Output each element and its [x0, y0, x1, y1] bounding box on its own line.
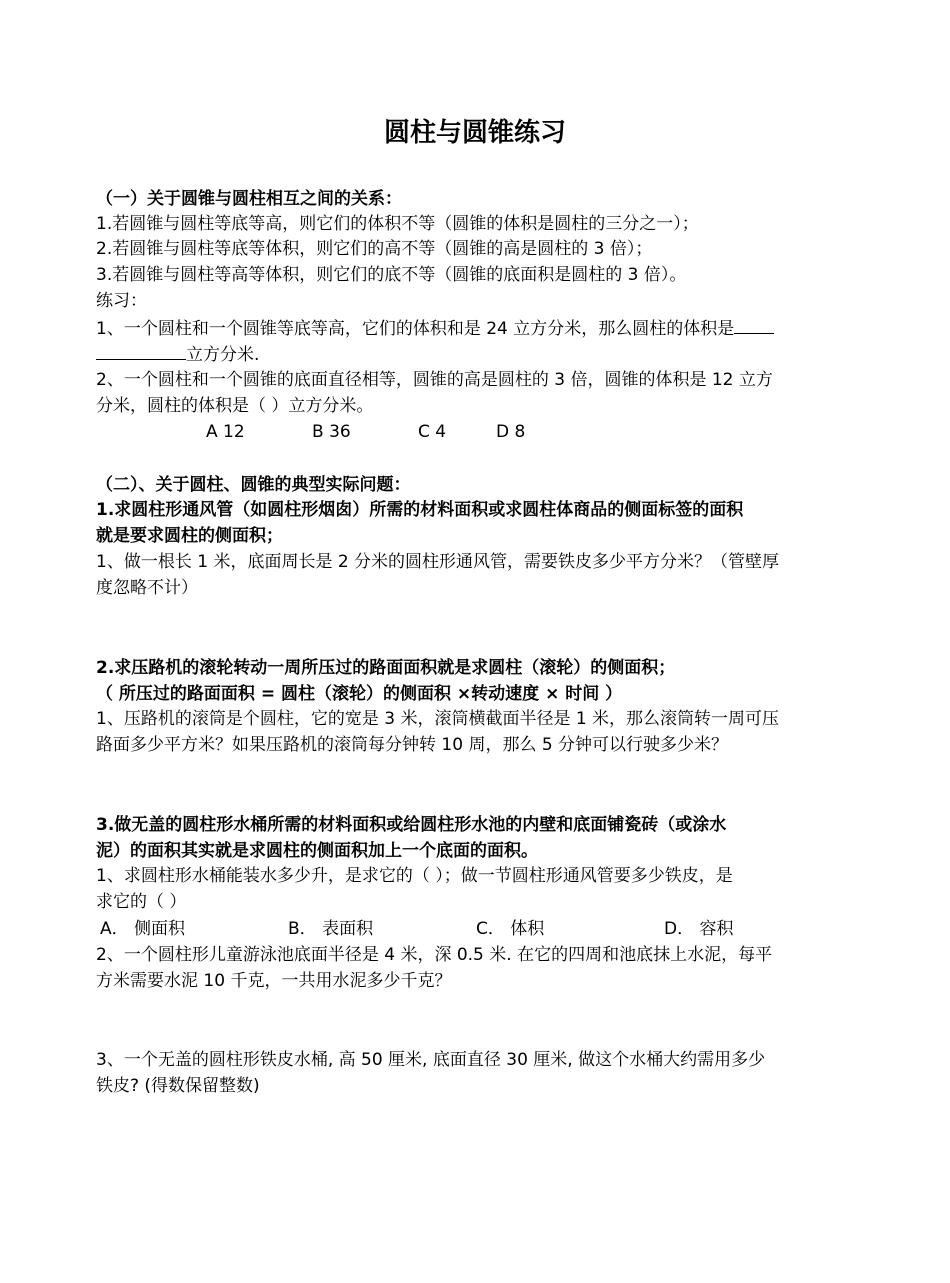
section1-heading: （一）关于圆锥与圆柱相互之间的关系：: [96, 189, 402, 209]
topic3-q3-line2: 铁皮? (得数保留整数): [96, 1076, 260, 1096]
topic3-q2-line1: 2、一个圆柱形儿童游泳池底面半径是 4 米，深 0.5 米. 在它的四周和池底抹上水泥，每平: [96, 945, 773, 965]
topic2-line2: （ 所压过的路面面积 = 圆柱（滚轮）的侧面积 ×转动速度 × 时间 ）: [96, 684, 623, 704]
option-d: D 8: [496, 422, 526, 442]
topic2-line1: 2.求压路机的滚轮转动一周所压过的路面面积就是求圆柱（滚轮）的侧面积；: [96, 658, 676, 678]
topic3-line2: 泥）的面积其实就是求圆柱的侧面积加上一个底面的面积。: [96, 841, 538, 861]
option-a: A 12: [206, 422, 245, 442]
topic3-q3-line1: 3、一个无盖的圆柱形铁皮水桶, 高 50 厘米, 底面直径 30 厘米, 做这个水桶大约需用多少: [96, 1050, 766, 1070]
topic3-q1-line2: 求它的（ ）: [96, 892, 187, 912]
topic2-question-line2: 路面多少平方米？如果压路机的滚筒每分钟转 10 周，那么 5 分钟可以行驶多少米？: [96, 735, 729, 755]
topic1-question-line2: 度忽略不计）: [96, 578, 198, 598]
option-c: C 4: [418, 422, 447, 442]
option-b: B 36: [312, 422, 351, 442]
practice-q2-line1: 2、一个圆柱和一个圆锥的底面直径相等，圆锥的高是圆柱的 3 倍，圆锥的体积是 12 立方: [96, 370, 773, 390]
topic1-line2: 就是要求圆柱的侧面积；: [96, 526, 283, 546]
page-title: 圆柱与圆锥练习: [383, 118, 566, 148]
topic3-line1: 3.做无盖的圆柱形水桶所需的材料面积或给圆柱形水池的内壁和底面铺瓷砖（或涂水: [96, 815, 727, 835]
option-b: B． 表面积: [288, 919, 374, 939]
topic3-q1-line1: 1、求圆柱形水桶能装水多少升，是求它的（ ）；做一节圆柱形通风管要多少铁皮，是: [96, 866, 733, 886]
rule-1: 1.若圆锥与圆柱等底等高，则它们的体积不等（圆锥的体积是圆柱的三分之一）；: [96, 214, 699, 234]
practice-label: 练习：: [96, 291, 147, 311]
section2-heading: （二）、关于圆柱、圆锥的典型实际问题：: [96, 475, 411, 495]
rule-3: 3.若圆锥与圆柱等高等体积，则它们的底不等（圆锥的底面积是圆柱的 3 倍）。: [96, 265, 687, 285]
practice-q1-suffix: 立方分米.: [186, 345, 260, 365]
option-d: D． 容积: [664, 919, 734, 939]
option-c: C． 体积: [476, 919, 545, 939]
topic1-question-line1: 1、做一根长 1 米，底面周长是 2 分米的圆柱形通风管，需要铁皮多少平方分米？（管壁厚: [96, 552, 780, 572]
practice-q2-line2: 分米，圆柱的体积是（ ）立方分米。: [96, 396, 374, 416]
practice-q1-line1: [96, 315, 856, 342]
answer-blank: [96, 341, 186, 360]
topic3-q2-line2: 方米需要水泥 10 千克，一共用水泥多少千克？: [96, 971, 452, 991]
rule-2: 2.若圆锥与圆柱等底等体积，则它们的高不等（圆锥的高是圆柱的 3 倍）；: [96, 239, 653, 259]
topic2-question-line1: 1、压路机的滚筒是个圆柱，它的宽是 3 米，滚筒横截面半径是 1 米，那么滚筒转一周可压: [96, 709, 780, 729]
practice-q1-text: 1、一个圆柱和一个圆锥等底等高，它们的体积和是 24 立方分米，那么圆柱的体积是: [96, 319, 735, 339]
topic1-line1: 1.求圆柱形通风管（如圆柱形烟囱）所需的材料面积或求圆柱体商品的侧面标签的面积: [96, 500, 744, 520]
option-a: A． 侧面积: [100, 919, 186, 939]
practice-q1-line2: [96, 341, 856, 368]
answer-blank: [734, 315, 774, 334]
